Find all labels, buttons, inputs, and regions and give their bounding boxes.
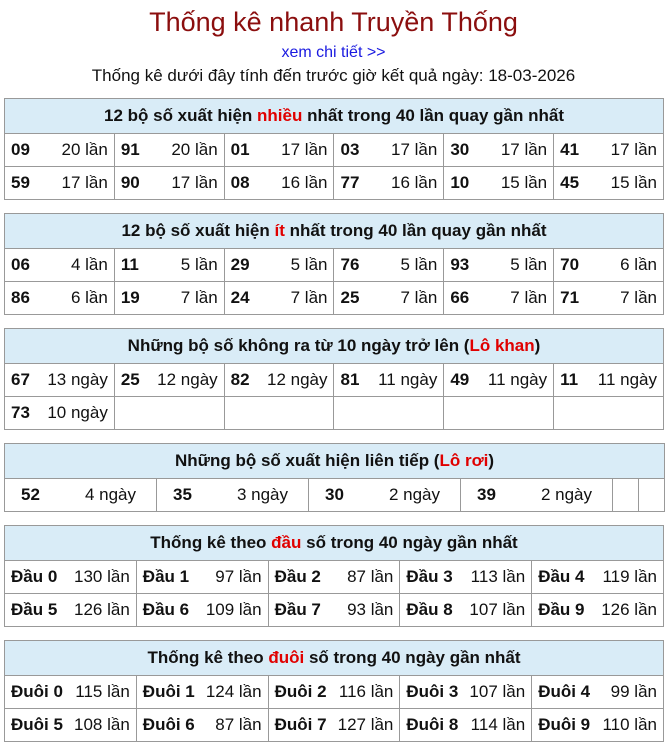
heading-text: ) [488,451,495,470]
count-value: 5 lần [510,255,548,274]
number-label: 81 [340,370,360,389]
number-label: 11 [120,255,139,274]
stat-cell [532,709,664,742]
count-value: 16 lần [281,173,328,192]
table-row [5,676,664,709]
table-least [4,213,664,315]
number-label: 82 [230,370,250,389]
number-label: 91 [120,140,140,159]
count-value: 5 lần [180,255,218,274]
number-label: 19 [120,288,140,307]
number-label: 41 [560,140,580,159]
count-value: 20 lần [171,140,218,159]
number-label: Đuôi 6 [142,715,195,734]
count-value: 6 lần [70,288,108,307]
stat-cell [157,479,309,512]
number-label: 06 [11,255,30,274]
number-label: Đuôi 8 [406,715,459,734]
heading-text: 12 bộ số xuất hiện [121,221,275,240]
number-label: Đầu 9 [538,600,585,619]
stat-cell [554,364,664,397]
table-duoi [4,640,664,742]
number-label: 39 [477,485,496,504]
heading-highlight: đuôi [268,648,305,667]
number-label: Đuôi 5 [11,715,63,734]
number-label: Đầu 6 [142,600,190,619]
count-value: 7 lần [180,288,218,307]
number-label: 86 [11,288,30,307]
count-value: 2 ngày [388,485,440,504]
heading-text: số trong 40 ngày gần nhất [304,648,521,667]
heading-text: Thống kê theo [150,533,272,552]
stat-cell [5,594,137,627]
count-value: 109 lần [205,600,262,619]
count-value: 11 ngày [378,370,438,389]
stat-cell [268,676,400,709]
number-label: Đuôi 2 [274,682,327,701]
stat-cell [532,594,664,627]
count-value: 114 lần [470,715,526,734]
stat-cell [334,364,444,397]
count-value: 20 lần [61,140,108,159]
stat-cell [224,167,334,200]
stat-cell [5,397,115,430]
stat-cell [444,167,554,200]
stat-cell [334,397,444,430]
number-label: 35 [173,485,192,504]
table-row [5,561,664,594]
stat-cell [532,676,664,709]
stat-cell [554,134,664,167]
stat-cell [334,282,444,315]
stat-cell [334,134,444,167]
section-heading [5,444,665,479]
number-label: Đuôi 0 [11,682,63,701]
count-value: 16 lần [390,173,438,192]
stat-cell [136,561,268,594]
stat-cell [554,249,664,282]
heading-text: nhất trong 40 lần quay gần nhất [284,221,547,240]
number-label: Đầu 2 [274,567,321,586]
stat-cell [5,249,115,282]
count-value: 124 lần [205,682,262,701]
section-heading [5,329,664,364]
count-value: 13 ngày [47,370,108,389]
heading-text: Thống kê theo [147,648,269,667]
stat-cell [224,364,334,397]
number-label: 10 [450,173,470,192]
count-value: 119 lần [602,567,657,586]
count-value: 5 lần [400,255,438,274]
number-label: 71 [560,288,580,307]
count-value: 99 lần [610,682,657,701]
stat-cell [400,709,532,742]
stat-cell [136,709,268,742]
number-label: Đuôi 1 [142,682,195,701]
stat-cell [444,364,554,397]
count-value: 127 lần [337,715,394,734]
count-value: 126 lần [601,600,657,619]
count-value: 17 lần [500,140,548,159]
stat-cell [309,479,461,512]
number-label: 49 [450,370,470,389]
section-heading [5,214,664,249]
stat-cell [114,167,224,200]
table-row [5,594,664,627]
stat-cell [136,594,268,627]
number-label: Đầu 4 [538,567,585,586]
stat-cell [114,397,224,430]
count-value: 113 lần [470,567,526,586]
count-value: 87 lần [215,715,262,734]
stat-cell [400,594,532,627]
heading-highlight: ít [274,221,285,240]
number-label: Đuôi 4 [538,682,591,701]
number-label: Đuôi 9 [538,715,591,734]
number-label: 30 [325,485,344,504]
number-label: Đầu 7 [274,600,321,619]
stat-cell [114,364,224,397]
number-label: Đầu 3 [406,567,453,586]
number-label: 67 [11,370,30,389]
number-label: 29 [230,255,250,274]
count-value: 108 lần [74,715,130,734]
table-row [5,709,664,742]
count-value: 7 lần [510,288,548,307]
stat-cell [639,479,665,512]
heading-text: ) [534,336,541,355]
table-row [5,479,665,512]
number-label: 93 [450,255,470,274]
number-label: 24 [230,288,250,307]
stat-cell [444,282,554,315]
count-value: 17 lần [61,173,108,192]
heading-highlight: nhiều [257,106,303,125]
table-row [5,364,664,397]
number-label: 59 [11,173,30,192]
stat-cell [5,709,137,742]
stat-cell [114,134,224,167]
stat-cell [5,676,137,709]
stat-cell [461,479,613,512]
number-label: 45 [560,173,580,192]
page-header [0,0,667,86]
count-value: 12 ngày [266,370,328,389]
number-label: 25 [340,288,360,307]
count-value: 87 lần [347,567,394,586]
count-value: 7 lần [290,288,328,307]
table-row [5,282,664,315]
stat-cell [5,364,115,397]
count-value: 17 lần [171,173,218,192]
stat-cell [444,249,554,282]
count-value: 93 lần [347,600,394,619]
count-value: 15 lần [500,173,548,192]
count-value: 7 lần [400,288,438,307]
number-label: Đầu 1 [142,567,190,586]
heading-text: nhất trong 40 lần quay gần nhất [302,106,565,125]
number-label: 25 [120,370,140,389]
number-label: 73 [11,403,30,422]
stat-cell [114,249,224,282]
table-lo-khan [4,328,664,430]
count-value: 107 lần [469,682,526,701]
number-label: 70 [560,255,580,274]
stat-cell [532,561,664,594]
stat-cell [5,282,115,315]
heading-text: số trong 40 ngày gần nhất [301,533,518,552]
stat-cell [5,167,115,200]
table-row [5,167,664,200]
number-label: 01 [230,140,250,159]
stat-cell [5,561,137,594]
count-value: 2 ngày [540,485,592,504]
number-label: 11 [560,370,579,389]
count-value: 130 lần [74,567,130,586]
stat-cell [334,167,444,200]
stat-cell [224,282,334,315]
heading-highlight: đầu [271,533,302,552]
count-value: 11 ngày [597,370,657,389]
stat-cell [268,709,400,742]
stat-cell [554,397,664,430]
stat-cell [400,561,532,594]
heading-highlight: Lô khan [469,336,535,355]
stat-cell [224,249,334,282]
count-value: 10 ngày [47,403,108,422]
stat-cell [114,282,224,315]
stat-cell [224,134,334,167]
count-value: 115 lần [75,682,130,701]
count-value: 15 lần [610,173,657,192]
number-label: 76 [340,255,360,274]
section-heading [5,99,664,134]
stat-cell [613,479,639,512]
count-value: 17 lần [390,140,438,159]
stat-cell [136,676,268,709]
number-label: Đầu 0 [11,567,58,586]
heading-text: Những bộ số xuất hiện liên tiếp ( [174,451,440,470]
stat-cell [554,167,664,200]
table-row [5,249,664,282]
table-lo-roi [4,443,665,512]
stat-cell [400,676,532,709]
count-value: 107 lần [469,600,526,619]
number-label: 77 [340,173,360,192]
count-value: 17 lần [281,140,328,159]
count-value: 3 ngày [236,485,288,504]
stat-cell [224,397,334,430]
stat-cell [554,282,664,315]
page-subtitle: Thống kê dưới đây tính đến trước giờ kết quả ngày: 18-03-2026 [91,66,576,85]
count-value: 5 lần [290,255,328,274]
count-value: 17 lần [610,140,657,159]
number-label: 90 [120,173,140,192]
table-most [4,98,664,200]
count-value: 4 ngày [84,485,136,504]
stat-cell [268,594,400,627]
number-label: 08 [230,173,250,192]
number-label: 52 [21,485,40,504]
table-row [5,397,664,430]
table-dau [4,525,664,627]
view-details-link[interactable]: xem chi tiết >> [281,44,386,61]
count-value: 4 lần [70,255,108,274]
stat-cell [444,397,554,430]
number-label: Đầu 5 [11,600,58,619]
count-value: 116 lần [338,682,394,701]
count-value: 110 lần [602,715,657,734]
section-heading [5,641,664,676]
section-heading [5,526,664,561]
count-value: 7 lần [620,288,657,307]
table-row [5,134,664,167]
stat-cell [5,134,115,167]
count-value: 12 ngày [157,370,218,389]
number-label: Đuôi 3 [406,682,459,701]
number-label: 66 [450,288,470,307]
heading-highlight: Lô rơi [439,451,489,470]
number-label: 09 [11,140,30,159]
stat-cell [444,134,554,167]
stat-cell [5,479,157,512]
stats-sections [0,98,667,755]
heading-text: 12 bộ số xuất hiện [103,106,258,125]
number-label: 03 [340,140,360,159]
number-label: 30 [450,140,470,159]
count-value: 11 ngày [487,370,548,389]
stat-cell [334,249,444,282]
page-title: Thống kê nhanh Truyền Thống [149,7,518,37]
count-value: 6 lần [620,255,657,274]
number-label: Đuôi 7 [274,715,327,734]
count-value: 126 lần [74,600,130,619]
stat-cell [268,561,400,594]
count-value: 97 lần [215,567,262,586]
heading-text: Những bộ số không ra từ 10 ngày trở lên ( [127,336,470,355]
number-label: Đầu 8 [406,600,453,619]
